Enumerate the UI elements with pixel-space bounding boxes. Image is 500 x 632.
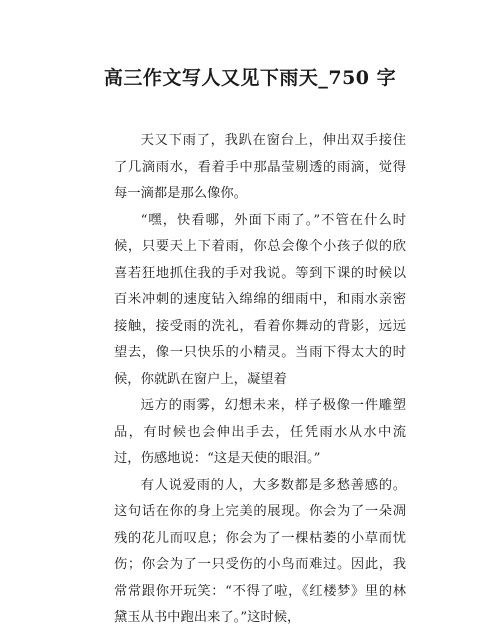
paragraph: 远方的雨雾，幻想未来，样子极像一件雕塑品，有时候也会伸出手去，任凭雨水从水中流过，伤感地说：“这是天使的眼泪。”	[114, 398, 406, 466]
paragraph: “嘿，快看哪，外面下雨了。”不管在什么时候，只要天上下着雨，你总会像个小孩子似的欣喜若狂地抓住我的手对我说。等到下课的时候以百米冲刺的速度钻入绵绵的细雨中，和雨水亲密接触，接受雨的洗礼，看着你舞动的背影，远远望去，像一只快乐的小精灵。当雨下得太大的时候，你就趴在窗户上，凝望着	[114, 212, 406, 387]
document-body	[114, 128, 406, 632]
paragraph: 有人说爱雨的人，大多数都是多愁善感的。这句话在你的身上完美的展现。你会为了一朵凋残的花儿而叹息；你会为了一棵枯萎的小草而忧伤；你会为了一只受伤的小鸟而难过。因此，我常常跟你开玩笑：“不得了啦，《红楼梦》里的林黛玉从书中跑出来了。”这时候，	[114, 477, 406, 625]
document-title: 高三作文写人又见下雨天_750 字	[103, 67, 397, 89]
paragraph: 天又下雨了，我趴在窗台上，伸出双手接住了几滴雨水，看着手中那晶莹剔透的雨滴，觉得每一滴都是那么像你。	[114, 133, 406, 201]
